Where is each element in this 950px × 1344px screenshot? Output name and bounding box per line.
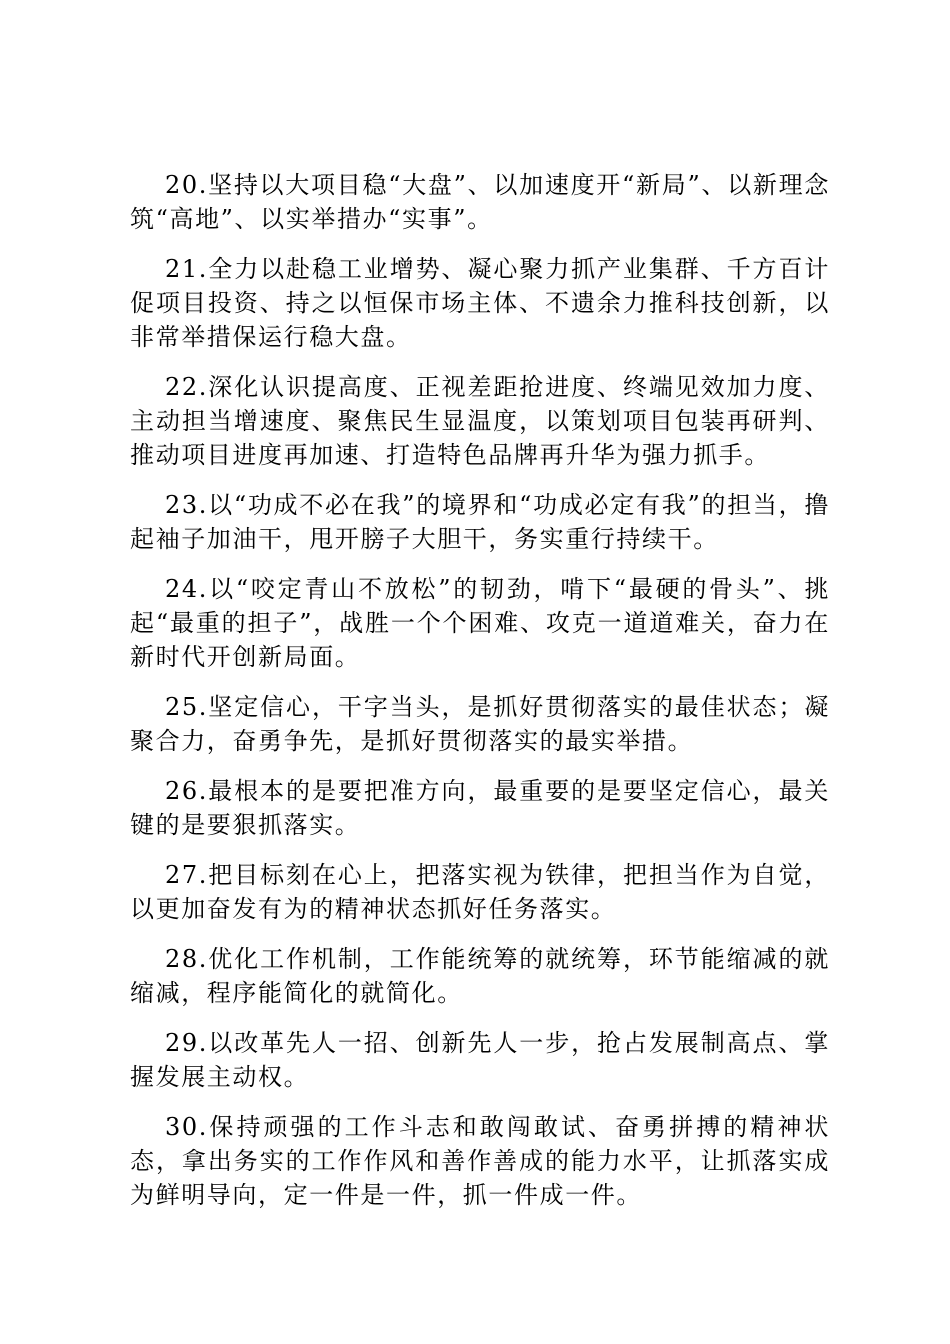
paragraph-22: 22.深化认识提高度、正视差距抢进度、终端见效加力度、主动担当增速度、聚焦民生显温度，以策划项目包装再研判、推动项目进度再加速、打造特色品牌再升华为强力抓手。 — [130, 373, 830, 469]
document-page — [130, 168, 830, 1228]
paragraph-30: 30.保持顽强的工作斗志和敢闯敢试、奋勇拼搏的精神状态，拿出务实的工作作风和善作善成的能力水平，让抓落实成为鲜明导向，定一件是一件，抓一件成一件。 — [130, 1113, 830, 1209]
paragraph-24: 24.以“咬定青山不放松”的韧劲，啃下“最硬的骨头”、挑起“最重的担子”，战胜一个个困难、攻克一道道难关，奋力在新时代开创新局面。 — [130, 575, 830, 671]
paragraph-23: 23.以“功成不必在我”的境界和“功成必定有我”的担当，撸起袖子加油干，甩开膀子大胆干，务实重行持续干。 — [130, 491, 830, 553]
paragraph-20: 20.坚持以大项目稳“大盘”、以加速度开“新局”、以新理念筑“高地”、以实举措办“实事”。 — [130, 171, 830, 233]
paragraph-21: 21.全力以赴稳工业增势、凝心聚力抓产业集群、千方百计促项目投资、持之以恒保市场主体、不遗余力推科技创新，以非常举措保运行稳大盘。 — [130, 255, 830, 351]
paragraph-28: 28.优化工作机制，工作能统筹的就统筹，环节能缩减的就缩减，程序能简化的就简化。 — [130, 945, 830, 1007]
paragraph-26: 26.最根本的是要把准方向，最重要的是要坚定信心，最关键的是要狠抓落实。 — [130, 777, 830, 839]
paragraph-29: 29.以改革先人一招、创新先人一步，抢占发展制高点、掌握发展主动权。 — [130, 1029, 830, 1091]
paragraph-27: 27.把目标刻在心上，把落实视为铁律，把担当作为自觉，以更加奋发有为的精神状态抓好任务落实。 — [130, 861, 830, 923]
paragraph-25: 25.坚定信心，干字当头，是抓好贯彻落实的最佳状态；凝聚合力，奋勇争先，是抓好贯彻落实的最实举措。 — [130, 693, 830, 755]
